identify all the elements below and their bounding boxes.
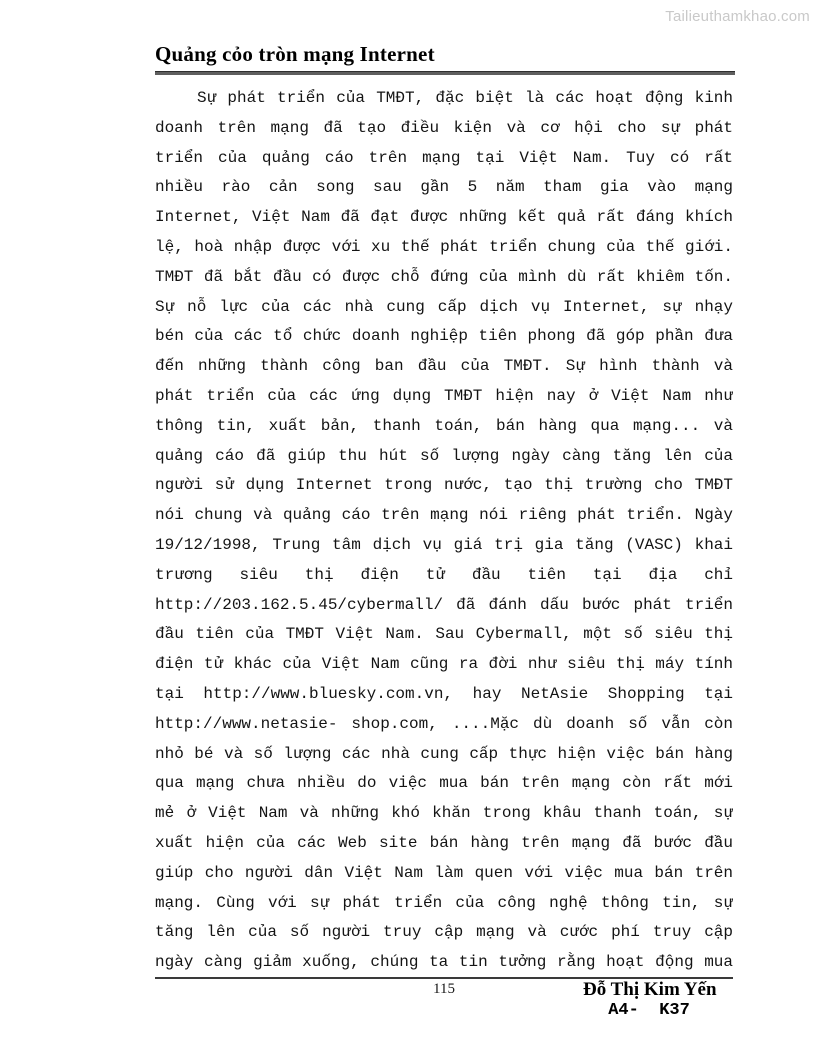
body-line: xuất hiện của các Web site bán hàng trên mạng đã bước đầu bbox=[155, 833, 733, 852]
body-line: ngày càng giảm xuống, chúng ta tin tưởng rằng hoạt động mua bbox=[155, 953, 733, 972]
body-line: lệ, hoà nhập được với xu thế phát triển chung của thế giới. bbox=[155, 237, 733, 256]
body-line: đến những thành công ban đầu của TMĐT. Sự hình thành và bbox=[155, 357, 733, 376]
body-line: tại http://www.bluesky.com.vn, hay NetAsie Shopping tại bbox=[155, 684, 733, 703]
body-line: người sử dụng Internet trong nước, tạo thị trường cho TMĐT bbox=[155, 476, 733, 495]
body-line: TMĐT đã bắt đầu có được chỗ đứng của mình dù rất khiêm tốn. bbox=[155, 267, 733, 286]
body-line: bén của các tổ chức doanh nghiệp tiên phong đã góp phần đưa bbox=[155, 327, 733, 346]
body-line: nói chung và quảng cáo trên mạng nói riêng phát triển. Ngày bbox=[155, 506, 733, 525]
body-line: nhiều rào cản song sau gần 5 năm tham gia vào mạng bbox=[155, 178, 733, 197]
body-line: giúp cho người dân Việt Nam làm quen với việc mua bán trên bbox=[155, 863, 733, 882]
body-line: thông tin, xuất bản, thanh toán, bán hàng qua mạng... và bbox=[155, 416, 733, 435]
body-line: đầu tiên của TMĐT Việt Nam. Sau Cybermall, một số siêu thị bbox=[155, 625, 733, 644]
title-underline bbox=[155, 71, 735, 75]
body-line: 19/12/1998, Trung tâm dịch vụ giá trị gia tăng (VASC) khai bbox=[155, 535, 733, 554]
body-line: qua mạng chưa nhiều do việc mua bán trên mạng còn rất mới bbox=[155, 774, 733, 793]
watermark: Tailieuthamkhao.com bbox=[665, 8, 810, 25]
author-name: Đỗ Thị Kim Yến bbox=[583, 979, 717, 1000]
body-line: Internet, Việt Nam đã đạt được những kết quả rất đáng khích bbox=[155, 208, 733, 227]
body-line: phát triển của các ứng dụng TMĐT hiện nay ở Việt Nam như bbox=[155, 386, 733, 405]
body-line: mẻ ở Việt Nam và những khó khăn trong khâu thanh toán, sự bbox=[155, 804, 733, 823]
body-line: http://www.netasie- shop.com, ....Mặc dù doanh số vẫn còn bbox=[155, 714, 733, 733]
body-line: tăng lên của số người truy cập mạng và cước phí truy cập bbox=[155, 923, 733, 942]
body-line: điện tử khác của Việt Nam cũng ra đời như siêu thị máy tính bbox=[155, 655, 733, 674]
class-code: A4- K37 bbox=[608, 1001, 690, 1020]
page-number: 115 bbox=[433, 981, 455, 997]
body-line: Sự phát triển của TMĐT, đặc biệt là các hoạt động kinh bbox=[197, 89, 733, 107]
body-line: Sự nỗ lực của các nhà cung cấp dịch vụ Internet, sự nhạy bbox=[155, 297, 733, 316]
body-line: nhỏ bé và số lượng các nhà cung cấp thực hiện việc bán hàng bbox=[155, 744, 733, 763]
body-line: trương siêu thị điện tử đầu tiên tại địa chỉ bbox=[155, 565, 733, 584]
body-line: quảng cáo đã giúp thu hút số lượng ngày càng tăng lên của bbox=[155, 446, 733, 465]
body-line: http://203.162.5.45/cybermall/ đã đánh dấu bước phát triển bbox=[155, 595, 733, 614]
body-paragraph bbox=[155, 84, 733, 978]
body-line: triển của quảng cáo trên mạng tại Việt Nam. Tuy có rất bbox=[155, 148, 733, 167]
body-line: mạng. Cùng với sự phát triển của công nghệ thông tin, sự bbox=[155, 893, 733, 912]
page-title: Quảng cỏo tròn mạng Internet bbox=[155, 42, 435, 66]
signature-block bbox=[583, 979, 715, 1021]
body-line: doanh trên mạng đã tạo điều kiện và cơ hội cho sự phát bbox=[155, 118, 733, 137]
